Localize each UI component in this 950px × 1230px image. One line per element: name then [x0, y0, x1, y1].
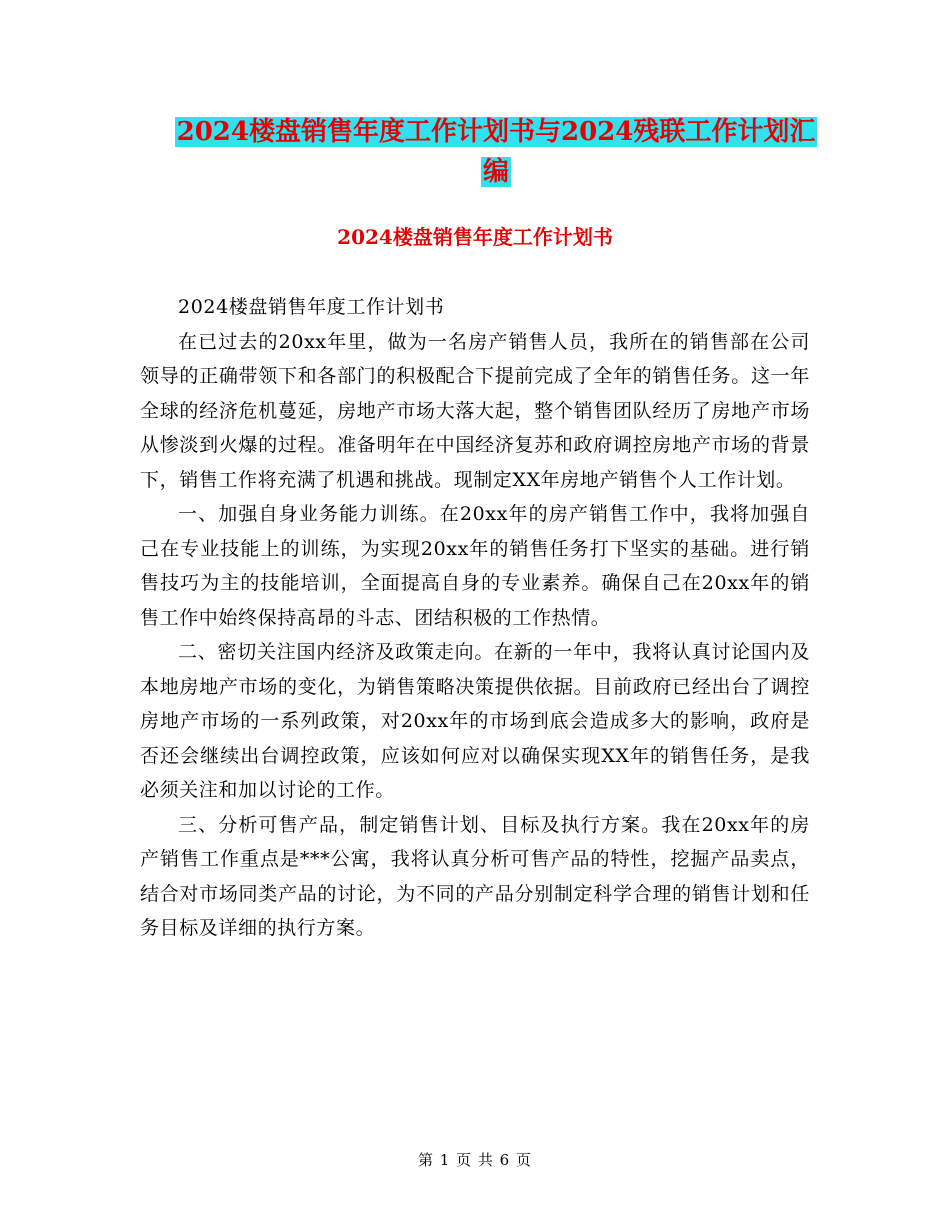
- paragraph-intro: 在已过去的20xx年里，做为一名房产销售人员，我所在的销售部在公司领导的正确带领下和各部门的积极配合下提前完成了全年的销售任务。这一年全球的经济危机蔓延，房地产市场大落大起，整个销售团队经历了房地产市场从惨淡到火爆的过程。准备明年在中国经济复苏和政府调控房地产市场的背景下，销售工作将充满了机遇和挑战。现制定XX年房地产销售个人工作计划。: [140, 330, 810, 491]
- paragraph-item-2: 二、密切关注国内经济及政策走向。在新的一年中，我将认真讨论国内及本地房地产市场的变化，为销售策略决策提供依据。目前政府已经出台了调控房地产市场的一系列政策，对20xx年的市场到底会造成多大的影响，政府是否还会继续出台调控政策，应该如何应对以确保实现XX年的销售任务，是我必须关注和加以讨论的工作。: [140, 641, 810, 801]
- page-footer: 第 1 页 共 6 页: [418, 1151, 532, 1169]
- document-title-line-2: 编: [482, 157, 509, 187]
- document-title-line-1: 2024楼盘销售年度工作计划书与2024残联工作计划汇: [176, 117, 816, 147]
- paragraph-subtitle: 2024楼盘销售年度工作计划书: [178, 296, 445, 318]
- paragraph-item-3: 三、分析可售产品，制定销售计划、目标及执行方案。我在20xx年的房产销售工作重点是***公寓，我将认真分析可售产品的特性，挖掘产品卖点，结合对市场同类产品的讨论，为不同的产品分别制定科学合理的销售计划和任务目标及详细的执行方案。: [140, 813, 810, 939]
- paragraph-item-1: 一、加强自身业务能力训练。在20xx年的房产销售工作中，我将加强自己在专业技能上的训练，为实现20xx年的销售任务打下坚实的基础。进行销售技巧为主的技能培训，全面提高自身的专业素养。确保自己在20xx年的销售工作中始终保持高昂的斗志、团结积极的工作热情。: [140, 503, 810, 629]
- document-title: [140, 112, 852, 192]
- section-title: 2024楼盘销售年度工作计划书: [337, 225, 613, 249]
- document-body: [140, 290, 810, 946]
